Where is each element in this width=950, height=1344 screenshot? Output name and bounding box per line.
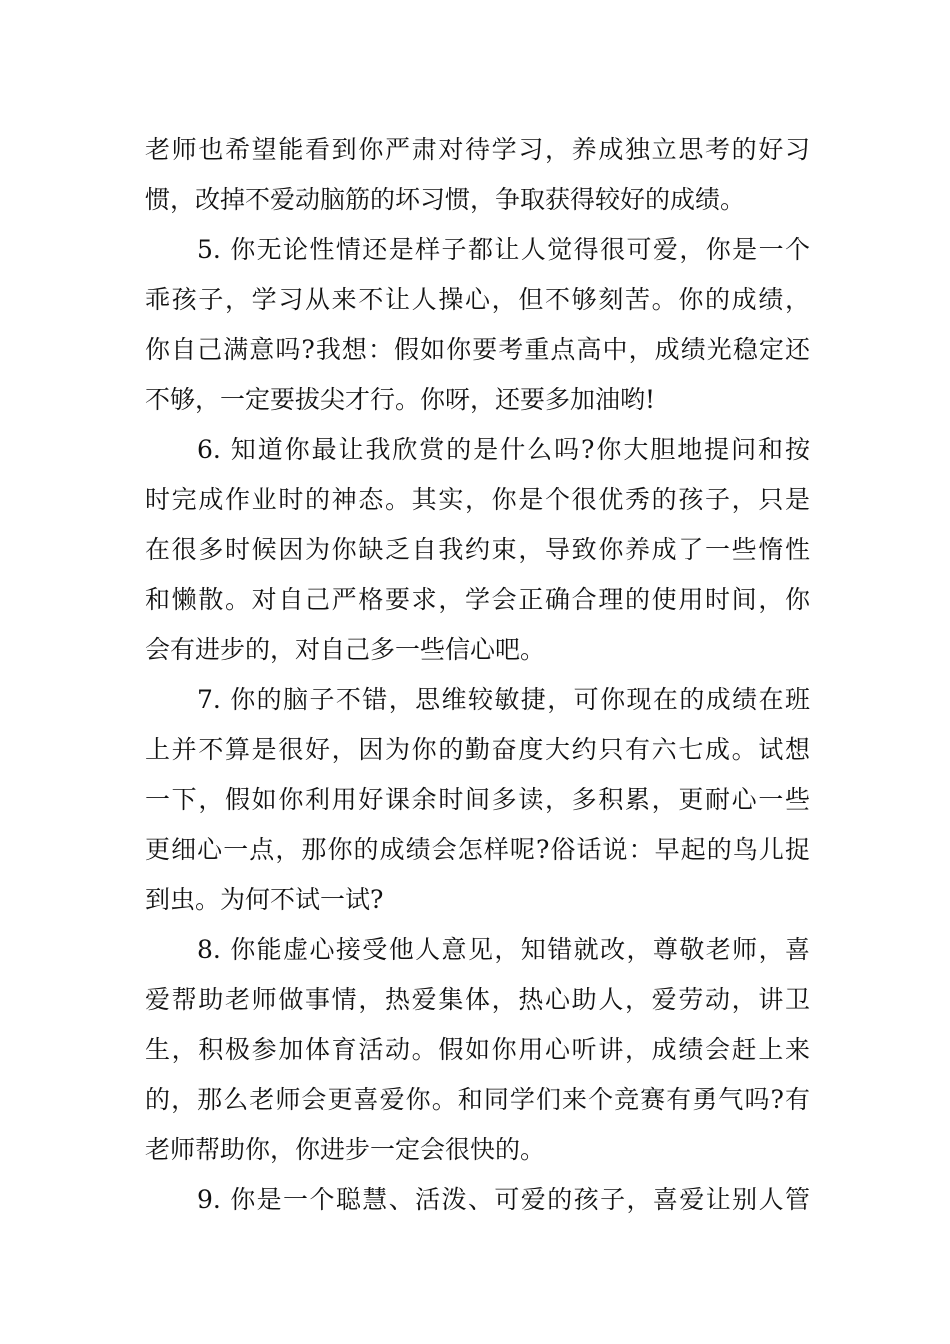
text-line: 爱帮助老师做事情，热爱集体，热心助人，爱劳动，讲卫 (145, 985, 810, 1014)
text-line: 老师帮助你，你进步一定会很快的。 (145, 1135, 546, 1164)
text-line: 更细心一点，那你的成绩会怎样呢?俗话说：早起的鸟儿捉 (145, 835, 810, 864)
text-line: 会有进步的，对自己多一些信心吧。 (145, 635, 546, 664)
text-line: 你自己满意吗?我想：假如你要考重点高中，成绩光稳定还 (145, 335, 810, 364)
paragraph-5-start: 5. 你无论性情还是样子都让人觉得很可爱，你是一个 (197, 235, 810, 264)
text-line: 到虫。为何不试一试? (145, 885, 384, 914)
paragraph-8-start: 8. 你能虚心接受他人意见，知错就改，尊敬老师，喜 (197, 935, 810, 964)
text-line: 和懒散。对自己严格要求，学会正确合理的使用时间，你 (145, 585, 810, 614)
paragraph-6-start: 6. 知道你最让我欣赏的是什么吗?你大胆地提问和按 (197, 435, 810, 464)
text-line: 惯，改掉不爱动脑筋的坏习惯，争取获得较好的成绩。 (145, 185, 746, 214)
text-line: 乖孩子，学习从来不让人操心，但不够刻苦。你的成绩， (145, 285, 810, 314)
text-line: 的，那么老师会更喜爱你。和同学们来个竞赛有勇气吗?有 (145, 1085, 810, 1114)
text-line: 时完成作业时的神态。其实，你是个很优秀的孩子，只是 (145, 485, 810, 514)
paragraph-7-start: 7. 你的脑子不错，思维较敏捷，可你现在的成绩在班 (197, 685, 810, 714)
text-line: 上并不算是很好，因为你的勤奋度大约只有六七成。试想 (145, 735, 810, 764)
text-line: 在很多时候因为你缺乏自我约束，导致你养成了一些惰性 (145, 535, 810, 564)
text-line: 老师也希望能看到你严肃对待学习，养成独立思考的好习 (145, 135, 810, 164)
text-line: 一下，假如你利用好课余时间多读，多积累，更耐心一些 (145, 785, 810, 814)
paragraph-9-start: 9. 你是一个聪慧、活泼、可爱的孩子，喜爱让别人管 (197, 1185, 810, 1214)
text-line: 生，积极参加体育活动。假如你用心听讲，成绩会赶上来 (145, 1035, 810, 1064)
text-line: 不够，一定要拔尖才行。你呀，还要多加油哟! (145, 385, 656, 414)
